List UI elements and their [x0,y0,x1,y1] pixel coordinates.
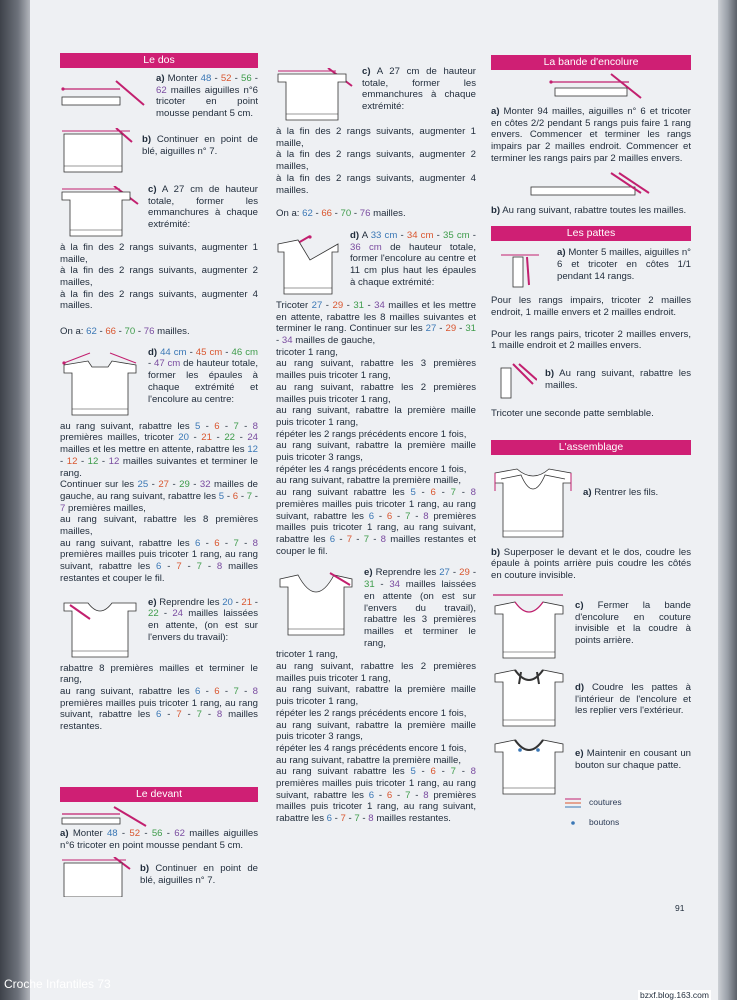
section-header-assemblage: L'assemblage [491,440,691,455]
button-legend-icon [563,816,583,830]
knit-panel-icon [60,128,134,174]
step-dos-e: e) Reprendre les 20 - 21 - 22 - 24 mailles laissées en attente, (on est sur l'envers du travail): rabattre 8 premières mailles et terminer le rang, au rang suivant, rabattre les 6 - 6 - 7 - 8 premières mailles puis tricoter 1 rang, au rang suivant, rabattre les 6 - 7 - 7 - 8 mailles restantes. [60,596,258,733]
neckline-panel-icon [60,599,140,661]
bind-off-icon [491,171,691,205]
step-assemblage-c: c) Fermer la bande d'encolure en couture invisible et la coudre à points arrière. [491,590,691,664]
pattes-text-2: Pour les rangs pairs, tricoter 2 mailles envers, 1 maille endroit et 2 mailles envers. [491,328,691,352]
shirt-tabs-icon [491,666,567,730]
step-devant-a: a) Monter 48 - 52 - 56 - 62 mailles aiguilles n°6 tricoter en point mousse pendant 5 cm. [60,806,258,851]
seam-legend-icon [563,796,583,810]
step-devant-e: e) Reprendre les 27 - 29 - 31 - 34 mailles laissées en attente (on est sur l'envers du travail), rabattre les 3 premières mailles et terminer le rang, tricoter 1 rang, au rang suivant, rabattre les 2 premières mailles puis tricoter 1 rang, au rang suivant, rabattre la première maille puis tricoter 1 rang, répéter les 2 rangs précédents encore 1 fois, au rang suivant, rabattre la première maille puis tricoter 3 rangs, répéter les 4 rangs précédents encore 1 fois, au rang suivant, rabattre la première maille, au rang suivant rabattre les 5 - 6 - 7 - 8 premières mailles puis tricoter 1 rang, au rang suivant, rabattre les 6 - 6 - 7 - 8 premières mailles puis tricoter 1 rang, au rang suivant, rabattre les 6 - 7 - 7 - 8 mailles restantes. [276,567,476,825]
armhole-panel-icon [276,68,354,124]
assembled-shirt-icon [491,463,575,541]
front-neck-panel-icon [276,232,342,298]
shoulder-panel-icon [60,349,140,419]
needles-icon [491,72,691,106]
tab-strip-icon [499,249,549,289]
step-label: a) [156,73,165,84]
needles-icon [60,75,148,115]
legend-coutures: coutures [589,796,622,807]
step-dos-b: b) Continuer en point de blé, aiguilles n° 7. [60,126,258,176]
page-number: 91 [675,903,685,913]
step-devant-c: c) A 27 cm de hauteur totale, former les emmanchures à chaque extrémité: à la fin des 2 rangs suivants, augmenter 1 maille, à la fin des 2 rangs suivants, augmenter 2 mailles, à la fin des 2 rangs suivants, augmenter 4 mailles. [276,66,476,196]
v-neck-panel-icon [276,569,356,639]
step-assemblage-d: d) Coudre les pattes à l'intérieur de l'encolure et les replier vers l'extérieur. [491,664,691,732]
column-middle [276,66,476,911]
step-assemblage-a: a) Rentrer les fils. [491,461,691,543]
armhole-panel-icon [60,186,140,240]
sizes-group: 48 - 52 - 56 - [200,73,258,84]
section-header-le-devant: Le devant [60,787,258,802]
step-encolure-b: b) Au rang suivant, rabattre toutes les mailles. [491,204,687,216]
section-header-bande-encolure: La bande d'encolure [491,55,691,70]
step-dos-a: a) Monter 48 - 52 - 56 - 62 mailles aiguilles n°6 tricoter en point mousse pendant 5 cm. [60,73,258,120]
step-encolure-a: a) Monter 94 mailles, aiguilles n° 6 et tricoter en côtes 2/2 pendant 5 rangs puis faire 1 rang envers. Commencer et terminer les rangs impairs par 2 mailles endroit. Commencer et terminer les rangs pairs par 2 mailles envers. [491,106,691,164]
pattes-text-1: Pour les rangs impairs, tricoter 2 mailles endroit, 1 maille envers et 2 mailles endroit. [491,295,691,318]
step-assemblage-e: e) Maintenir en cousant un bouton sur chaque patte. [491,734,691,800]
column-left [60,53,258,778]
section-header-les-pattes: Les pattes [491,226,691,241]
legend [563,796,691,830]
watermark: bzxf.blog.163.com [640,990,709,1000]
shirt-buttons-icon [491,736,567,798]
stitch-count: On a: 62 - 66 - 70 - 76 mailles. [60,326,190,338]
column-left-bottom [60,787,258,912]
step-devant-b: b) Continuer en point de blé, aiguilles n° 7. [60,855,258,899]
legend-boutons: boutons [589,816,620,827]
pattes-text-3: Tricoter une seconde patte semblable. [491,408,654,420]
knit-panel-icon [60,857,132,897]
step-devant-d: d) A 33 cm - 34 cm - 35 cm - 36 cm de hauteur totale, former l'encolure au centre et 11 cm plus haut les épaules à chaque extrémité: Tricoter 27 - 29 - 31 - 34 mailles et les mettre en attente, rabattre les 8 mailles suivantes et terminer le rang. Continuer sur les 27 - 29 - 31 - 34 mailles de gauche, tricoter 1 rang, au rang suivant, rabattre les 3 premières mailles puis tricoter 1 rang, au rang suivant, rabattre les 2 premières mailles puis tricoter 1 rang, au rang suivant, rabattre la première maille puis tricoter 1 rang, répéter les 2 rangs précédents encore 1 fois, au rang suivant, rabattre la première maille puis tricoter 3 rangs, répéter les 4 rangs précédents encore 1 fois, au rang suivant, rabattre la première maille, au rang suivant rabattre les 5 - 6 - 7 - 8 premières mailles puis tricoter 1 rang, au rang suivant, rabattre les 6 - 6 - 7 - 8 premières mailles puis tricoter 1 rang, au rang suivant, rabattre les 6 - 7 - 7 - 8 mailles restantes et couper le fil. [276,229,476,557]
section-header-le-dos: Le dos [60,53,258,68]
shirt-neckband-icon [491,592,567,662]
column-right [491,55,691,925]
stitch-count: On a: 62 - 66 - 70 - 76 mailles. [276,208,406,220]
step-assemblage-b: b) Superposer le devant et le dos, coudre les épaule à points arrière puis coudre les côtés en couture invisible. [491,546,691,582]
step-pattes-a: a) Monter 5 mailles, aiguilles n° 6 et tricoter en côtes 1/1 pendant 14 rangs. [491,247,691,291]
step-pattes-b: b) Au rang suivant, rabattre les mailles. [491,360,691,404]
tab-bind-off-icon [491,362,537,402]
page-edge [718,0,737,1000]
magazine-footer: Croche Infantiles 73 [4,977,111,991]
step-dos-d: d) 44 cm - 45 cm - 46 cm - 47 cm de hauteur totale, former les épaules à chaque extrémité et l'encolure au centre: au rang suivant, rabattre les 5 - 6 - 7 - 8 premières mailles, tricoter 20 - 21 - 22 - 24 mailles et les mettre en attente, rabattre les 12 - 12 - 12 - 12 mailles suivantes et terminer le rang. Continuer sur les 25 - 27 - 29 - 32 mailles de gauche, au rang suivant, rabattre les 5 - 6 - 7 - 7 premières mailles, au rang suivant, rabattre les 8 premières mailles, au rang suivant, rabattre les 6 - 6 - 7 - 8 premières mailles puis tricoter 1 rang, au rang suivant, rabattre les 6 - 7 - 7 - 8 mailles restantes et couper le fil. [60,346,258,584]
needles-icon [60,806,258,828]
step-dos-c: c) A 27 cm de hauteur totale, former les emmanchures à chaque extrémité: à la fin des 2 rangs suivants, augmenter 1 maille, à la fin des 2 rangs suivants, augmenter 2 mailles, à la fin des 2 rangs suivants, augmenter 4 mailles. [60,183,258,312]
